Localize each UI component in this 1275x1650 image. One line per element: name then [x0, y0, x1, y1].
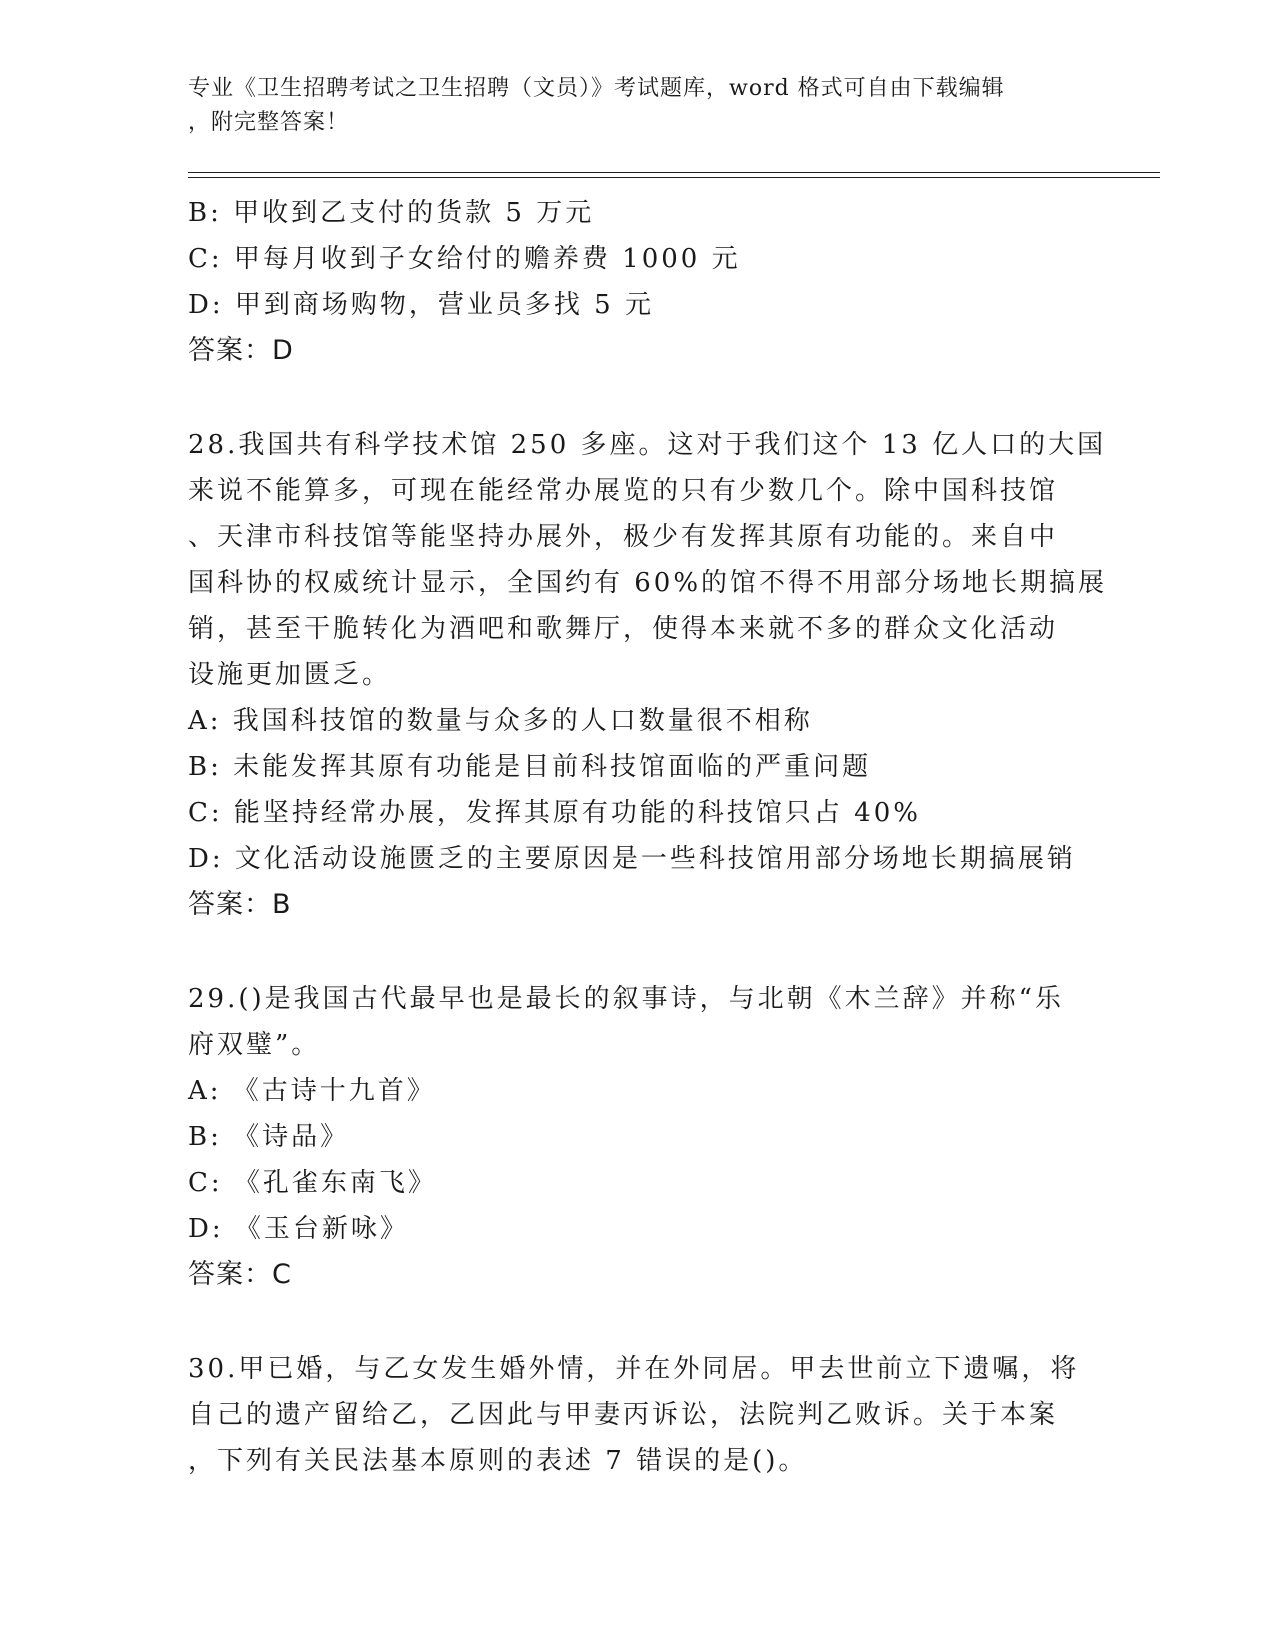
option-a: A: 《古诗十九首》 [188, 1076, 436, 1106]
question-stem-line: ，下列有关民法基本原则的表述 7 错误的是()。 [188, 1446, 808, 1476]
question-stem-line: 28.我国共有科学技术馆 250 多座。这对于我们这个 13 亿人口的大国 [188, 430, 1107, 460]
option-a: A: 我国科技馆的数量与众多的人口数量很不相称 [188, 706, 813, 736]
question-stem-line: 29.()是我国古代最早也是最长的叙事诗，与北朝《木兰辞》并称“乐 [188, 984, 1064, 1014]
header-rule-top [188, 172, 1160, 173]
question-list [188, 190, 1108, 1484]
document-header [188, 72, 1068, 140]
question-stem-line: 销，甚至干脆转化为酒吧和歌舞厅，使得本来就不多的群众文化活动 [188, 614, 1059, 644]
header-line-1: 专业《卫生招聘考试之卫生招聘（文员）》考试题库，word 格式可自由下载编辑 [188, 76, 1005, 101]
option-d: D: 文化活动设施匮乏的主要原因是一些科技馆用部分场地长期搞展销 [188, 844, 1076, 874]
question-stem-line: 自己的遗产留给乙，乙因此与甲妻丙诉讼，法院判乙败诉。关于本案 [188, 1400, 1059, 1430]
answer-27: 答案：D [188, 335, 294, 366]
option-d: D: 甲到商场购物，营业员多找 5 元 [188, 290, 654, 320]
option-c: C: 能坚持经常办展，发挥其原有功能的科技馆只占 40% [188, 798, 921, 828]
option-b: B: 《诗品》 [188, 1122, 350, 1152]
question-30 [188, 1346, 1088, 1484]
question-stem-line: 国科协的权威统计显示，全国约有 60%的馆不得不用部分场地长期搞展 [188, 568, 1108, 598]
question-29 [188, 976, 1088, 1298]
question-stem-line: 来说不能算多，可现在能经常办展览的只有少数几个。除中国科技馆 [188, 476, 1059, 506]
option-b: B: 甲收到乙支付的货款 5 万元 [188, 198, 595, 228]
question-28 [188, 422, 1108, 928]
option-b: B: 未能发挥其原有功能是目前科技馆面临的严重问题 [188, 752, 872, 782]
question-stem-line: 设施更加匮乏。 [188, 660, 392, 690]
answer-29: 答案：C [188, 1259, 292, 1290]
question-27-tail [188, 190, 1088, 374]
header-rule-bottom [188, 177, 1160, 178]
option-c: C: 《孔雀东南飞》 [188, 1168, 437, 1198]
question-stem-line: 、天津市科技馆等能坚持办展外，极少有发挥其原有功能的。来自中 [188, 522, 1059, 552]
header-line-2: ，附完整答案！ [188, 110, 350, 135]
question-stem-line: 30.甲已婚，与乙女发生婚外情，并在外同居。甲去世前立下遗嘱，将 [188, 1354, 1080, 1384]
option-d: D: 《玉台新咏》 [188, 1214, 409, 1244]
option-c: C: 甲每月收到子女给付的赡养费 1000 元 [188, 244, 741, 274]
question-stem-line: 府双璧”。 [188, 1030, 321, 1060]
answer-28: 答案：B [188, 889, 292, 920]
